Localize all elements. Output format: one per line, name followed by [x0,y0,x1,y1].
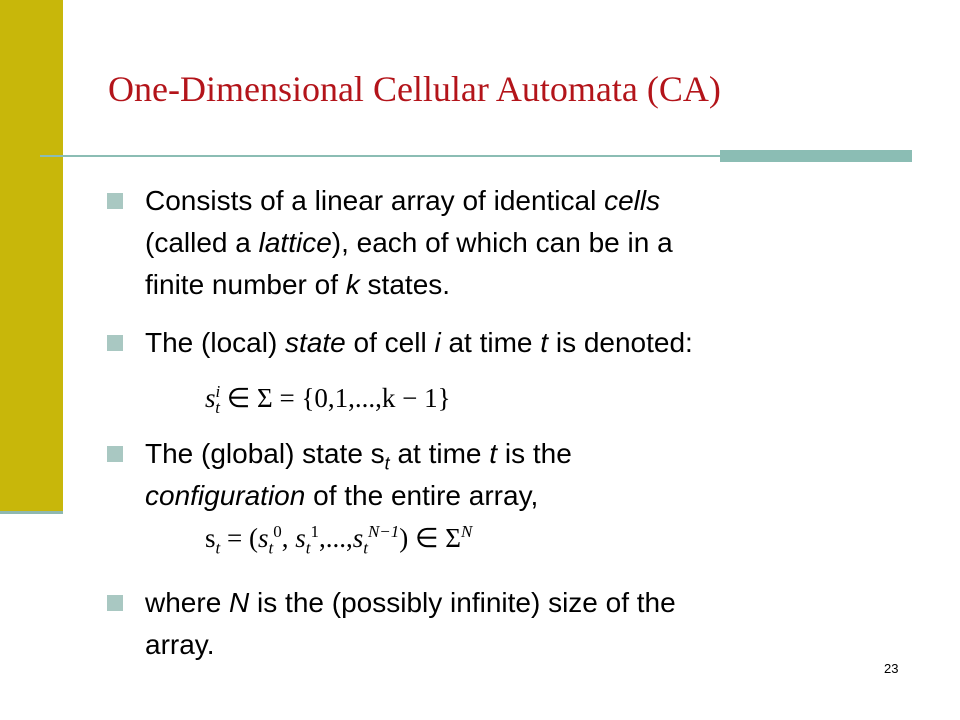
italic-term: cells [604,185,661,216]
title-underline-accent [720,150,912,162]
text-run: at time [389,438,490,469]
bullet-1-line-1 [145,180,660,222]
formula-global-state [205,522,472,558]
math-superscript: N−1 [367,522,400,541]
italic-subscript: t [384,453,390,474]
text-run: ), each of which can be in a [331,227,673,258]
page-number: 23 [884,661,899,676]
bullet-4-line-2: array. [145,629,215,660]
italic-term: t [540,327,549,358]
math-subscript: t [215,398,220,418]
text-run: is denoted: [548,327,693,358]
text-run: where [145,587,230,618]
math-separator: , [281,523,296,553]
italic-term: t [489,438,498,469]
bullet-marker [107,193,123,209]
decorative-side-bar [0,0,63,512]
italic-term: lattice [258,227,332,258]
math-symbol: s [257,523,269,553]
math-subscript: t [215,538,221,558]
math-subscript: t [363,538,368,558]
bullet-marker [107,446,123,462]
bullet-3-line-2 [145,475,538,517]
slide-title: One-Dimensional Cellular Automata (CA) [108,69,721,109]
italic-term: k [345,269,360,300]
math-symbol: s [205,383,216,413]
text-run: (called a [145,227,259,258]
text-run: The (local) [145,327,286,358]
side-bar-edge [0,511,63,514]
text-run: at time [440,327,541,358]
bullet-marker [107,595,123,611]
bullet-1-line-2 [145,222,673,264]
italic-term: state [285,327,346,358]
math-subscript: t [305,538,311,558]
text-run: is the (possibly infinite) size of the [249,587,676,618]
math-subscript: t [268,538,274,558]
math-symbol: s [295,523,306,553]
math-operator: = ( [220,523,258,553]
text-run: of cell [345,327,435,358]
italic-term: configuration [145,480,306,511]
math-expression: ∈ Σ = {0,1,...,k − 1} [219,383,451,413]
math-superscript: i [215,382,221,401]
math-expression: ) ∈ Σ [399,523,462,553]
text-run: Consists of a linear array of identical [145,185,605,216]
text-run: The (global) state s [145,438,385,469]
text-run: of the entire array, [305,480,539,511]
math-superscript: N [461,522,473,541]
bullet-2-line-1 [145,322,693,364]
math-symbol: s [352,523,364,553]
italic-term: i [434,327,441,358]
text-run: finite number of [145,269,346,300]
bullet-1-line-3 [145,264,450,306]
bullet-marker [107,335,123,351]
math-ellipsis: ,..., [318,523,353,553]
math-superscript: 1 [310,522,319,541]
formula-local-state [205,382,451,418]
math-symbol: s [205,523,216,553]
math-superscript: 0 [273,522,282,541]
bullet-4-line-1 [145,582,676,624]
italic-term: N [229,587,250,618]
text-run: states. [359,269,451,300]
text-run: is the [497,438,572,469]
